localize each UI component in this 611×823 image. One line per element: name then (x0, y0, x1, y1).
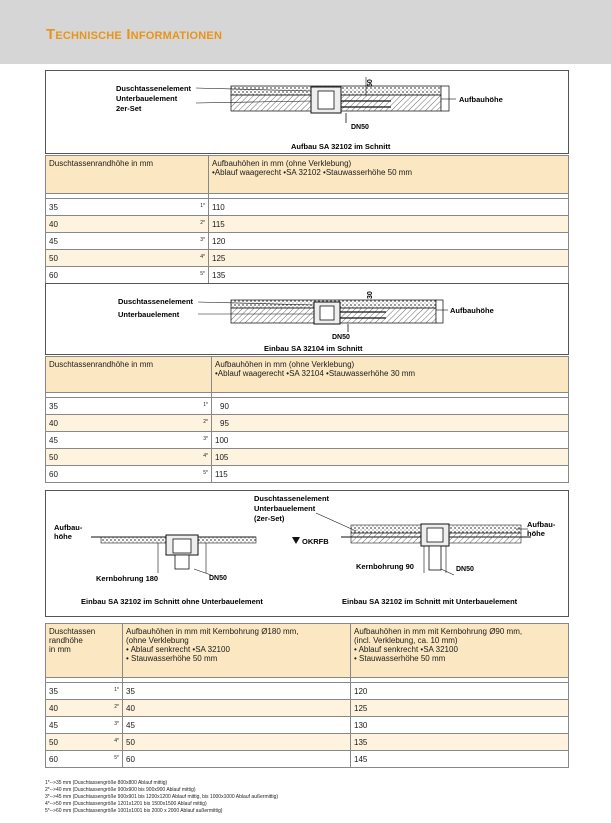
table-row: 50 4* 50 135 (46, 734, 569, 751)
footnotes (45, 780, 278, 815)
page-title: Technische Informationen (46, 26, 223, 43)
label-kernbohrung-180: Kernbohrung 180 (96, 574, 159, 583)
col-header-kernbohrung-180: Aufbauhöhen in mm mit Kernbohrung Ø180 mm, (ohne Verklebung • Ablauf senkrecht •SA 32100 • Stauwasserhöhe 50 mm (123, 624, 351, 678)
table-row: 60 5* 115 (46, 466, 569, 483)
label-aufbauhoehe-left-2: höhe (54, 532, 72, 541)
table-row: 35 1* 110 (46, 199, 569, 216)
footnote: 1*-->35 mm (Duschtassengröße 800x800 Ablauf mittig) (45, 780, 168, 786)
section-drawing-1 (46, 71, 568, 153)
label-okrfb: OKRFB (302, 537, 329, 546)
table-aufbauhoehen-sa32102 (45, 155, 569, 284)
label-kernbohrung-90: Kernbohrung 90 (356, 562, 414, 571)
col-header-aufbauhoehen: Aufbauhöhen in mm (ohne Verklebung) •Ablauf waagerecht •SA 32104 •Stauwasserhöhe 30 mm (212, 357, 569, 393)
figure-einbau-sa32104 (45, 283, 569, 355)
table-row: 35 1* 35 120 (46, 683, 569, 700)
table-row: 40 2* 115 (46, 216, 569, 233)
label-duschtassenelement: Duschtassenelement (116, 84, 192, 93)
footnote: 2*-->40 mm (Duschtassengröße 900x900 bis 900x900 Ablauf mittig) (45, 787, 196, 793)
figure-caption: Einbau SA 32104 im Schnitt (264, 344, 363, 353)
footnote: 3*-->45 mm (Duschtassengröße 900x901 bis 1200x1200 Ablauf mittig, bis 1000x1000 Ablauf außermittig) (45, 794, 279, 800)
label-set: (2er-Set) (254, 514, 285, 523)
section-drawing-3 (46, 491, 568, 616)
label-dn50: DN50 (332, 334, 350, 341)
label-aufbauhoehe: Aufbauhöhe (459, 95, 503, 104)
label-dn50-left: DN50 (209, 575, 227, 582)
label-aufbauhoehe-left-1: Aufbau- (54, 523, 83, 532)
label-aufbauhoehe-right-2: höhe (527, 529, 545, 538)
figure-caption: Aufbau SA 32102 im Schnitt (291, 142, 391, 151)
table-row: 50 4* 105 (46, 449, 569, 466)
table-aufbauhoehen-sa32104 (45, 356, 569, 483)
dim-label: 50 (367, 79, 374, 87)
label-duschtassenelement: Duschtassenelement (254, 494, 330, 503)
col-header-randhoehe: Duschtassenrandhöhe in mm (46, 357, 212, 393)
table-row: 45 3* 120 (46, 233, 569, 250)
label-dn50-right: DN50 (456, 566, 474, 573)
table-row: 50 4* 125 (46, 250, 569, 267)
table-row: 40 2* 95 (46, 415, 569, 432)
label-aufbauhoehe: Aufbauhöhe (450, 306, 494, 315)
figure-einbau-sa32102-varianten (45, 490, 569, 617)
table-row: 35 1* 90 (46, 398, 569, 415)
caption-right: Einbau SA 32102 im Schnitt mit Unterbauelement (342, 597, 518, 606)
col-header-kernbohrung-90: Aufbauhöhen in mm mit Kernbohrung Ø90 mm, (incl. Verklebung, ca. 10 mm) • Ablauf senkrecht •SA 32100 • Stauwasserhöhe 50 mm (351, 624, 569, 678)
label-unterbauelement: Unterbauelement (254, 504, 316, 513)
table-row: 45 3* 45 130 (46, 717, 569, 734)
label-dn50: DN50 (351, 124, 369, 131)
table-row: 40 2* 40 125 (46, 700, 569, 717)
footnote: 4*-->50 mm (Duschtassengröße 1201x1201 bis 1500x1500 Ablauf mittig) (45, 801, 207, 807)
footnote: 5*-->60 mm (Duschtassengröße 1001x1001 bis 2000 x 2000 Ablauf außermittig) (45, 808, 223, 814)
table-aufbauhoehen-kernbohrung (45, 623, 569, 768)
label-aufbauhoehe-right-1: Aufbau- (527, 520, 556, 529)
table-row: 60 5* 135 (46, 267, 569, 284)
label-unterbauelement: Unterbauelement (116, 94, 178, 103)
page-header (0, 0, 611, 64)
table-row: 60 5* 60 145 (46, 751, 569, 768)
label-unterbauelement: Unterbauelement (118, 310, 180, 319)
section-drawing-2 (46, 284, 568, 354)
table-row: 45 3* 100 (46, 432, 569, 449)
figure-aufbau-sa32102 (45, 70, 569, 154)
dim-label: 30 (367, 291, 374, 299)
label-duschtassenelement: Duschtassenelement (118, 297, 194, 306)
col-header-aufbauhoehen: Aufbauhöhen in mm (ohne Verklebung) •Ablauf waagerecht •SA 32102 •Stauwasserhöhe 50 mm (209, 156, 569, 194)
col-header-randhoehe: Duschtassen randhöhe in mm (46, 624, 123, 678)
label-set: 2er-Set (116, 104, 142, 113)
caption-left: Einbau SA 32102 im Schnitt ohne Unterbauelement (81, 597, 263, 606)
col-header-randhoehe: Duschtassenrandhöhe in mm (46, 156, 209, 194)
